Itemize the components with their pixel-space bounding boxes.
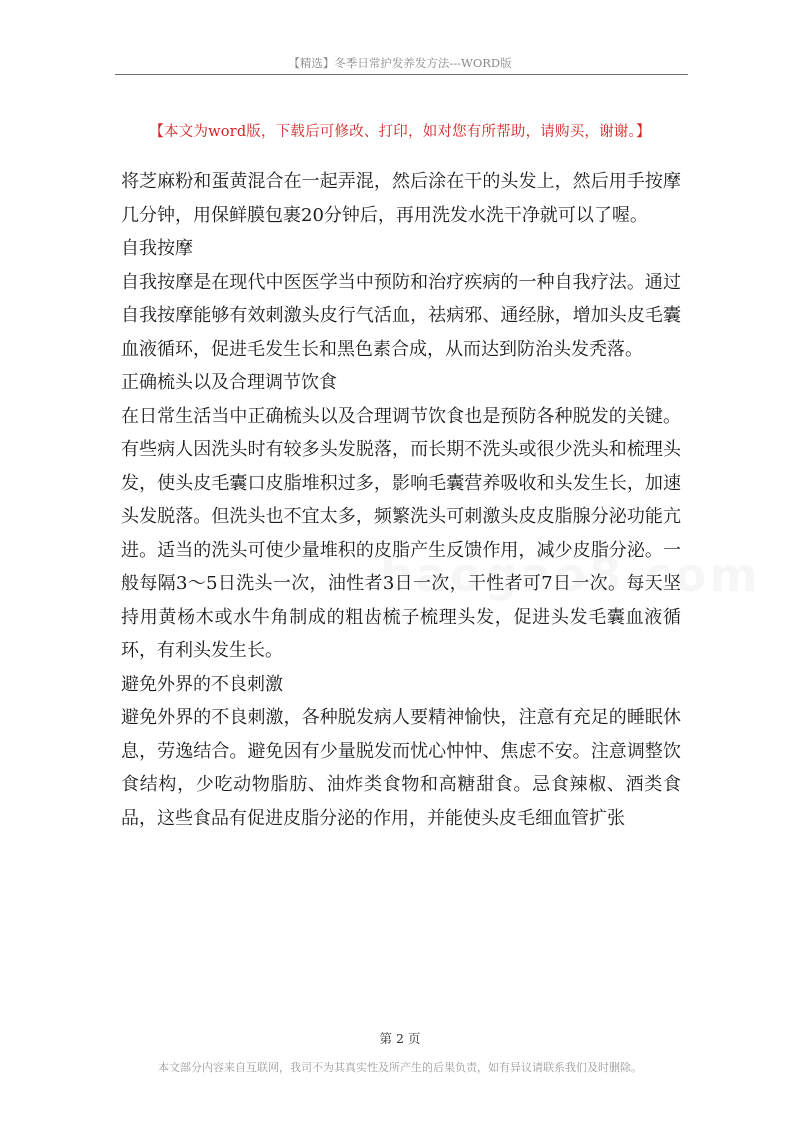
heading-self-massage: 自我按摩 [121, 238, 193, 259]
download-notice: 【本文为word版，下载后可修改、打印，如对您有所帮助，请购买，谢谢。】 [149, 124, 651, 140]
page-number: 第 2 页 [379, 1031, 421, 1046]
document-body [121, 165, 681, 835]
page-header-title: 【精选】冬季日常护发养发方法---WORD版 [288, 56, 512, 70]
page-footer-disclaimer: 本文部分内容来自互联网，我司不为其真实性及所产生的后果负责，如有异议请联系我们及时删除。 [158, 1061, 642, 1074]
header-divider [115, 74, 688, 75]
paragraph-combing-diet: 在日常生活当中正确梳头以及合理调节饮食也是预防各种脱发的关键。有些病人因洗头时有较多头发脱落，而长期不洗头或很少洗头和梳理头发，使头皮毛囊口皮脂堆积过多，影响毛囊营养吸收和头发生长，加速头发脱落。但洗头也不宜太多，频繁洗头可刺激头皮皮脂腺分泌功能亢进。适当的洗头可使少量堆积的皮脂产生反馈作用，减少皮脂分泌。一般每隔3～5日洗头一次，油性者3日一次，干性者可7日一次。每天坚持用黄杨木或水牛角制成的粗齿梳子梳理头发，促进头发毛囊血液循环，有利头发生长。 [121, 405, 681, 661]
heading-avoid-stimulation: 避免外界的不良刺激 [121, 673, 283, 695]
paragraph-self-massage: 自我按摩是在现代中医医学当中预防和治疗疾病的一种自我疗法。通过自我按摩能够有效刺激头皮行气活血，祛病邪、通经脉，增加头皮毛囊血液循环，促进毛发生长和黑色素合成，从而达到防治头发秃落。 [121, 271, 681, 360]
paragraph-sesame-mask: 将芝麻粉和蛋黄混合在一起弄混，然后涂在干的头发上，然后用手按摩几分钟，用保鲜膜包裹20分钟后，再用洗发水洗干净就可以了喔。 [121, 171, 681, 226]
paragraph-avoid-stimulation: 避免外界的不良刺激，各种脱发病人要精神愉快，注意有充足的睡眠休息，劳逸结合。避免因有少量脱发而忧心忡忡、焦虑不安。注意调整饮食结构，少吃动物脂肪、油炸类食物和高糖甜食。忌食辣椒、酒类食品，这些食品有促进皮脂分泌的作用，并能使头皮毛细血管扩张 [121, 707, 681, 829]
heading-combing-diet: 正确梳头以及合理调节饮食 [121, 372, 337, 393]
